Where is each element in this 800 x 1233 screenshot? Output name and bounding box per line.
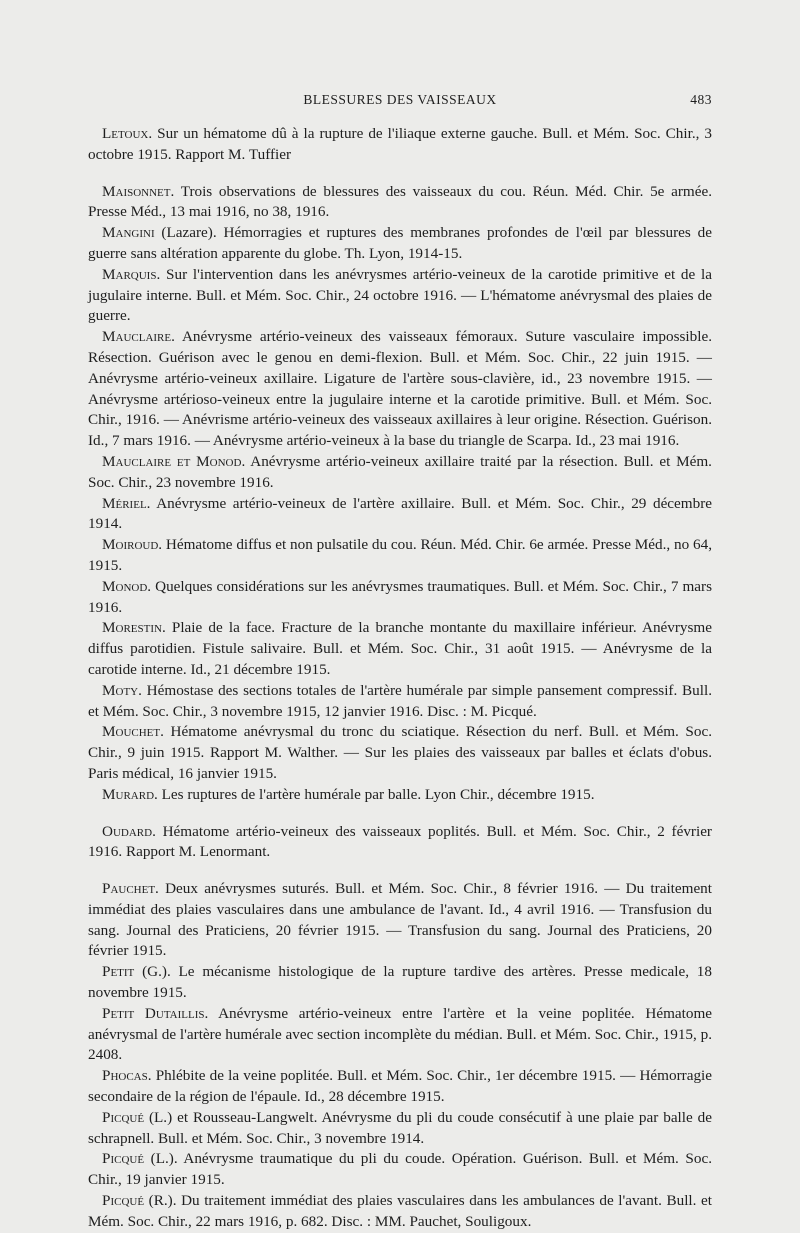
bibliography-entry [88,1149,712,1191]
page-number: 483 [690,92,712,107]
bibliography-entry [88,681,712,723]
bibliography-entry [88,182,712,224]
entry-text: (G.). Le mécanisme histologique de la rupture tardive des artères. Presse medicale, 18 novembre 1915. [88,963,712,1002]
entry-text: Phlébite de la veine poplitée. Bull. et Mém. Soc. Chir., 1er décembre 1915. — Hémorragie secondaire de la région de l'épaule. Id., 28 décembre 1915. [88,1067,712,1106]
bibliography-entry [88,577,712,619]
entry-author: Maisonnet. [102,182,175,200]
entry-author: Picqué [102,1192,145,1210]
entry-author: Oudard. [102,822,156,840]
bibliography-entry [88,879,712,962]
entry-text: Quelques considérations sur les anévrysmes traumatiques. Bull. et Mém. Soc. Chir., 7 mars 1916. [88,577,712,616]
entry-text: (L.) et Rousseau-Langwelt. Anévrysme du pli du coude consécutif à une plaie par balle de schrapnell. Bull. et Mém. Soc. Chir., 3 novembre 1914. [88,1108,712,1147]
entry-author: Mauclaire et Monod. [102,452,246,470]
entry-text: (Lazare). Hémorragies et ruptures des membranes profondes de l'œil par blessures de guerre sans altération apparente du globe. Th. Lyon, 1914-15. [88,224,712,262]
bibliography-entry [88,265,712,327]
bibliography-entry [88,124,712,166]
entry-author: Phocas. [102,1067,152,1085]
running-title: BLESSURES DES VAISSEAUX [303,92,497,107]
entry-text: Hématome artério-veineux des vaisseaux poplités. Bull. et Mém. Soc. Chir., 2 février 1916. Rapport M. Lenormant. [88,822,712,861]
entry-author: Mériel. [102,494,151,512]
entry-author: Moiroud. [102,536,163,554]
bibliography-entry [88,1066,712,1108]
bibliography-entry [88,822,712,864]
bibliography-entry [88,785,712,806]
entry-author: Petit Dutaillis. [102,1004,209,1022]
entry-text: Trois observations de blessures des vaisseaux du cou. Réun. Méd. Chir. 5e armée. Presse Méd., 13 mai 1916, no 38, 1916. [88,182,712,221]
bibliography-entry [88,1191,712,1233]
bibliography-entry [88,722,712,784]
entry-text: Anévrysme artério-veineux entre l'artère et la veine poplitée. Hématome anévrysmal de l'artère humérale avec section incomplète du médian. Bull. et Mém. Soc. Chir., 1915, p. 2408. [88,1004,712,1064]
entry-text: Deux anévrysmes suturés. Bull. et Mém. Soc. Chir., 8 février 1916. — Du traitement immédiat des plaies vasculaires dans une ambulance de l'avant. Id., 4 avril 1916. — Transfusion du sang. Journal des Praticiens, 20 février 1915. — Transfusion du sang. Journal des Praticiens, 20 février 1915. [88,880,712,960]
bibliography-entry [88,452,712,494]
entry-author: Picqué [102,1150,145,1168]
entry-author: Monod. [102,577,152,595]
entry-author: Picqué [102,1108,145,1126]
entry-text: (R.). Du traitement immédiat des plaies vasculaires dans les ambulances de l'avant. Bull. et Mém. Soc. Chir., 22 mars 1916, p. 682. Disc. : MM. Pauchet, Souligoux. [88,1192,712,1230]
bibliography-list [88,124,712,1233]
bibliography-entry [88,1108,712,1150]
entry-author: Mouchet. [102,723,164,741]
bibliography-entry [88,618,712,680]
entry-author: Murard. [102,785,158,803]
entry-text: Anévrysme artério-veineux de l'artère axillaire. Bull. et Mém. Soc. Chir., 29 décembre 1914. [88,494,712,533]
bibliography-entry [88,223,712,265]
bibliography-entry [88,494,712,536]
entry-text: (L.). Anévrysme traumatique du pli du coude. Opération. Guérison. Bull. et Mém. Soc. Chir., 19 janvier 1915. [88,1150,712,1189]
entry-text: Anévrysme artério-veineux des vaisseaux fémoraux. Suture vasculaire impossible. Résection. Guérison avec le genou en demi-flexion. Bull. et Mém. Soc. Chir., 22 juin 1915. — Anévrysme artério-veineux axillaire. Ligature de l'artère sous-clavière, id., 23 novembre 1915. — Anévrysme artérioso-veineux entre la jugulaire interne et la carotide primitive. Bull. et Mém. Soc. Chir., 1916. — Anévrisme artério-veineux des vaisseaux axillaires à leur origine. Résection. Guérison. Id., 7 mars 1916. — Anévrysme artério-veineux à la base du triangle de Scarpa. Id., 23 mai 1916. [88,328,712,450]
entry-author: Morestin. [102,619,166,637]
entry-text: Les ruptures de l'artère humérale par balle. Lyon Chir., décembre 1915. [157,785,595,803]
entry-text: Sur l'intervention dans les anévrysmes artério-veineux de la carotide primitive et de la jugulaire interne. Bull. et Mém. Soc. Chir., 24 octobre 1916. — L'hématome anévrysmal des plaies de guerre. [88,265,712,325]
entry-author: Mangini [102,224,155,242]
page-header [88,92,712,112]
entry-author: Marquis. [102,265,161,283]
entry-author: Pauchet. [102,880,159,898]
entry-author: Moty. [102,681,142,699]
bibliography-entry [88,535,712,577]
entry-text: Plaie de la face. Fracture de la branche montante du maxillaire inférieur. Anévrysme diffus parotidien. Fistule salivaire. Bull. et Mém. Soc. Chir., 31 août 1915. — Anévrysme de la carotide interne. Id., 21 décembre 1915. [88,619,712,678]
entry-text: Hématome diffus et non pulsatile du cou. Réun. Méd. Chir. 6e armée. Presse Méd., no 64, 1915. [88,536,712,574]
entry-author: Petit [102,963,135,981]
entry-text: Anévrysme artério-veineux axillaire traité par la résection. Bull. et Mém. Soc. Chir., 23 novembre 1916. [88,452,712,491]
entry-text: Hématome anévrysmal du tronc du sciatique. Résection du nerf. Bull. et Mém. Soc. Chir., 9 juin 1915. Rapport M. Walther. — Sur les plaies des vaisseaux par balles et éclats d'obus. Paris médical, 16 janvier 1915. [88,723,712,782]
entry-author: Mauclaire. [102,328,175,346]
bibliography-entry [88,327,712,452]
entry-text: Sur un hématome dû à la rupture de l'iliaque externe gauche. Bull. et Mém. Soc. Chir., 3 octobre 1915. Rapport M. Tuffier [88,125,712,163]
entry-text: Hémostase des sections totales de l'artère humérale par simple pansement compressif. Bull. et Mém. Soc. Chir., 3 novembre 1915, 12 janvier 1916. Disc. : M. Picqué. [88,681,712,720]
entry-author: Letoux. [102,125,153,142]
bibliography-entry [88,962,712,1004]
bibliography-entry [88,1004,712,1066]
